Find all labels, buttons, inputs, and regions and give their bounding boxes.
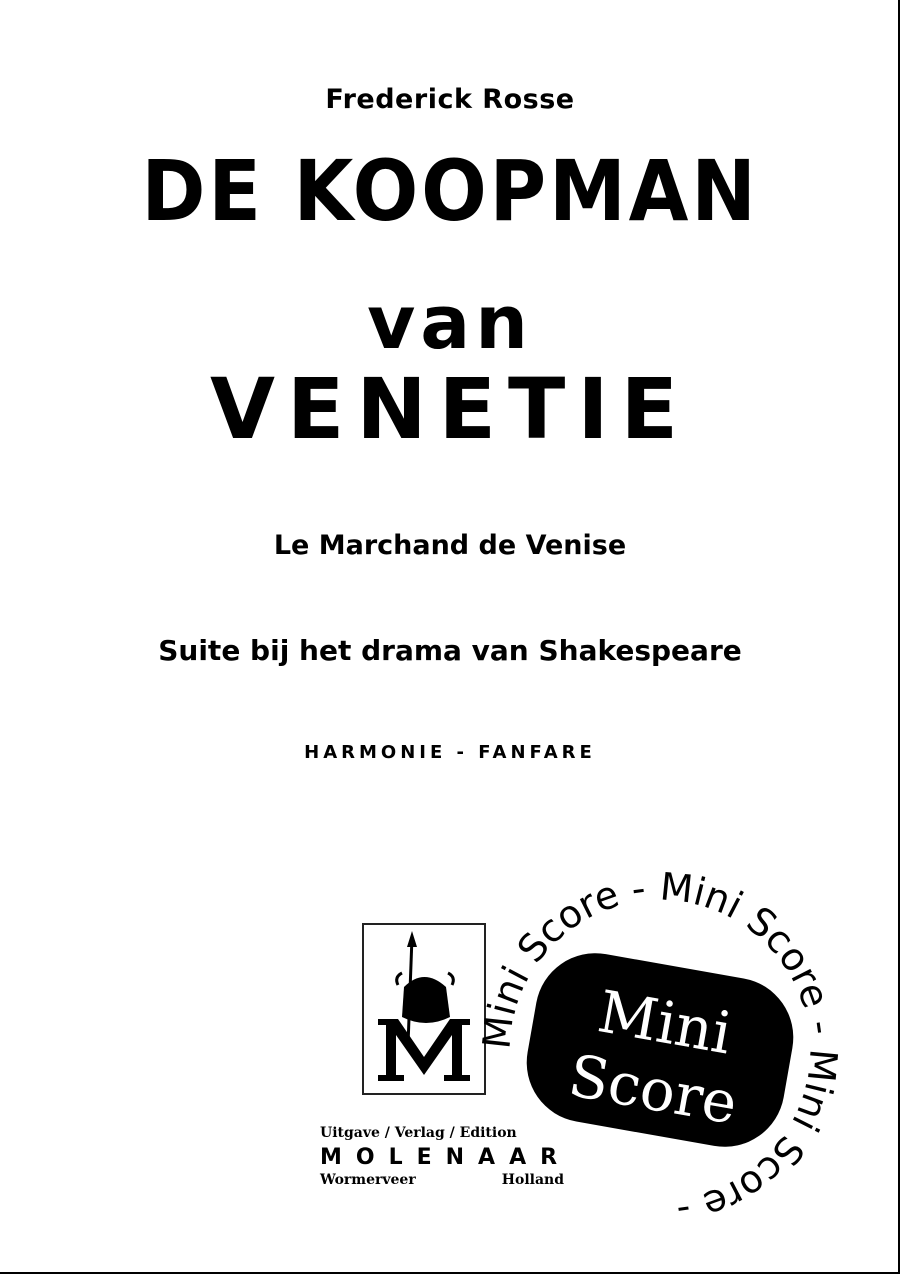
subtitle-french: Le Marchand de Venise	[273, 530, 627, 561]
composer-name: Frederick Rosse	[325, 84, 575, 115]
publisher-country: Holland	[501, 1172, 564, 1188]
stamp-ring-textpath: Mini Score - Mini Score - Mini Score -	[474, 864, 846, 1235]
molenaar-m-logo-icon	[364, 925, 484, 1093]
title-line-2: van	[367, 280, 533, 366]
scoring-label: HARMONIE - FANFARE	[304, 742, 596, 763]
publisher-city: Wormerveer	[320, 1172, 416, 1188]
title-line-3: VENETIE	[209, 360, 690, 458]
publisher-label: Uitgave / Verlag / Edition	[320, 1125, 517, 1141]
stamp-center-line2: Score	[563, 1041, 743, 1138]
stamp-center-line1: Mini	[593, 977, 737, 1068]
title-line-1: DE KOOPMAN	[141, 142, 759, 240]
subtitle-suite: Suite bij het drama van Shakespeare	[158, 634, 742, 667]
mini-score-stamp	[470, 860, 850, 1240]
publisher-name: MOLENAAR	[320, 1145, 572, 1170]
publisher-logo	[362, 923, 486, 1095]
